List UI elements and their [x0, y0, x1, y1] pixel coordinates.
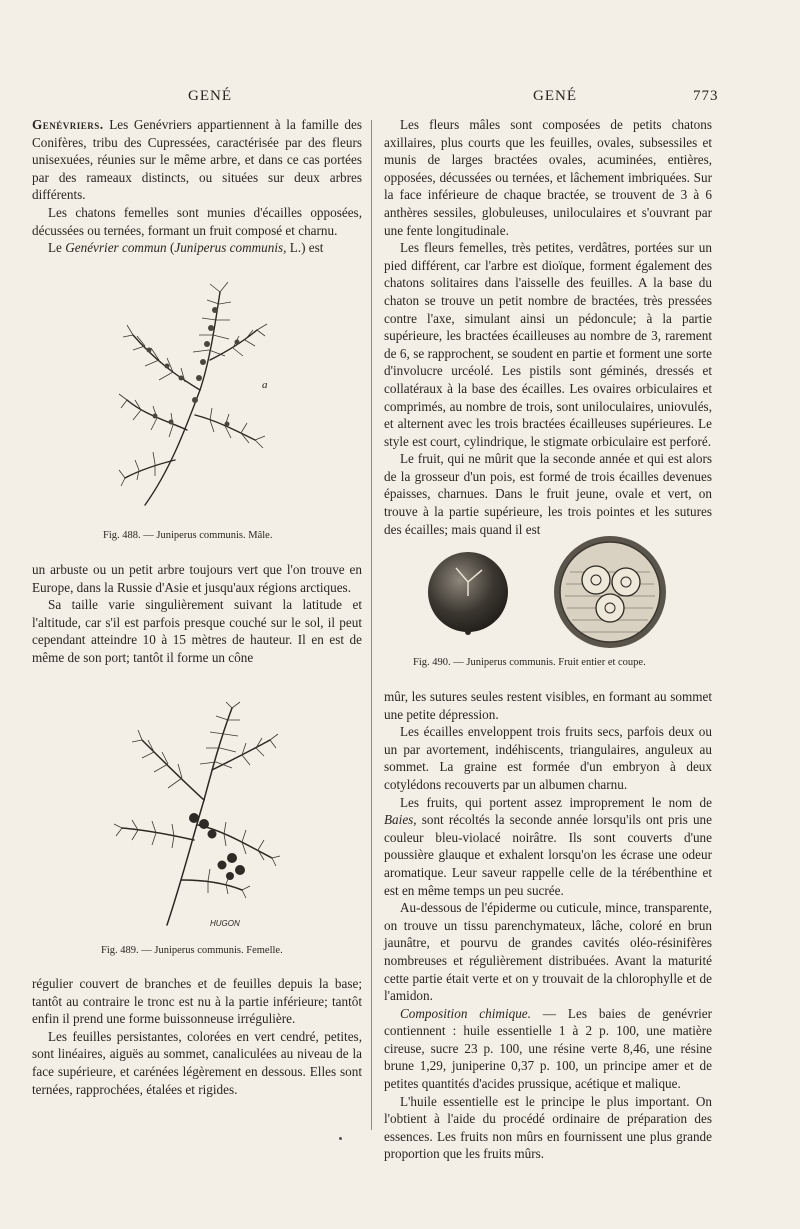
common-name: Genévrier commun	[65, 240, 167, 256]
left-column-middle	[32, 561, 362, 667]
paragraph-chatons-femelles: Les chatons femelles sont munies d'écailles opposées, décussées ou ternées, formant un fruit composé et charnu.	[32, 204, 362, 238]
engraver-signature: HUGON	[210, 919, 240, 928]
right-running-head: GENÉ	[533, 88, 577, 104]
column-divider	[371, 120, 372, 1130]
paragraph-epiderme: Au-dessous de l'épiderme ou cuticule, mince, transparente, on trouve un tissu parenchymateux, lâche, coloré en brun jaunâtre, et pourvu de grandes cavités oléo-résinifères nombreuses et régulièrement distribuées. Avant la maturité cette partie était verte et on y trouvait de la chlorophylle et de l'amidon.	[384, 900, 712, 1004]
paragraph-arbuste: un arbuste ou un petit arbre toujours vert que l'on trouve en Europe, dans la Russie d'Asie et jusqu'aux régions arctiques.	[32, 562, 362, 595]
paragraph-mur: mûr, les sutures seules restent visibles, en formant au sommet une petite dépression.	[384, 689, 712, 722]
left-column-bottom	[32, 975, 362, 1098]
paragraph-composition	[384, 1005, 712, 1093]
right-column-bottom	[384, 688, 712, 1163]
paragraph-ecailles: Les écailles enveloppent trois fruits secs, parfois deux ou un par avortement, indéhiscents, triangulaires, anguleux au sommet. La graine est formée d'un embryon à deux cotylédons recouverts par un albumen charnu.	[384, 724, 712, 792]
paragraph-genevrier-commun	[32, 239, 362, 257]
section-heading-composition: Composition chimique.	[400, 1005, 531, 1021]
text-run: Le	[48, 240, 66, 256]
fruit-section	[554, 536, 666, 648]
figure-490-caption: Fig. 490. — Juniperus communis. Fruit entier et coupe.	[413, 657, 646, 668]
figure-490-fruit	[420, 532, 700, 652]
right-column-top	[384, 116, 712, 538]
text-run: Les fruits, qui portent assez improprement le nom de	[400, 794, 712, 810]
latin-name: Juniperus communis,	[174, 240, 287, 256]
figure-488-caption: Fig. 488. — Juniperus communis. Mâle.	[103, 530, 273, 541]
left-column-top	[32, 116, 362, 257]
paragraph-taille: Sa taille varie singulièrement suivant la latitude et l'altitude, car s'il est parfois presque couché sur le sol, il peut cependant atteindre 10 à 15 mètres de hauteur. Il en est de même de son port; tantôt il forme un cône	[32, 597, 362, 665]
paragraph-fruit: Le fruit, qui ne mûrit que la seconde année et qui est alors de la grosseur d'un pois, est formé de trois écailles devenues épaisses, charnues. Dans le fruit jeune, ovale et vert, on trouve à la partie supérieure, les trois pointes et les sutures des écailles; mais quand il est	[384, 451, 712, 537]
paragraph-fleurs-femelles: Les fleurs femelles, très petites, verdâtres, portées sur un pied différent, car l'arbre est dioïque, forment également des chatons solitaires dans l'aisselle des feuilles. A la base du chaton se trouve un petit nombre de bractées, très pressées contre l'axe, simulant ainsi un pédoncule; à la partie supérieure, les bractées écailleuses au nombre de 3, rarement de 6, se rapprochent, se soudent en partie et forment une sorte d'involucre urcéolé. Les pistils sont géminés, dressés et collatéraux à la base des écailles. Les ovaires orbiculaires et comprimés, au nombre de trois, sont uniloculaires, uniovulés, et alternent avec les trois bractées écailleuses supérieures. Le style est court, cylindrique, le stigmate orbiculaire est perforé.	[384, 240, 712, 449]
text-run: (	[166, 240, 175, 256]
paragraph-baies	[384, 794, 712, 900]
text-run: L.) est	[286, 240, 324, 256]
entry-heading: Genévriers.	[32, 117, 104, 132]
paragraph-huile: L'huile essentielle est le principe le plus important. On l'obtient à l'aide du procédé ordinaire de préparation des essences. Les fruits non mûrs en fournissent une plus grande proportion que les fruits mûrs.	[384, 1093, 712, 1162]
bottom-ornament-dot	[339, 1137, 342, 1140]
page-number: 773	[693, 88, 719, 104]
term-baies: Baies,	[384, 812, 417, 828]
paragraph-text: Les Genévriers appartiennent à la famille des Conifères, tribu des Cupressées, caractérisée par des fleurs unisexuées, réunies sur le même arbre, et dans ce cas portées par des rameaux distincts, ou situées sur deux arbres différents.	[32, 117, 362, 203]
paragraph-feuilles: Les feuilles persistantes, colorées en vert cendré, petites, sont linéaires, aiguës au sommet, canaliculées au niveau de la face supérieure, et carénées légèrement en dessous. Elles sont ternées, rapprochées, étalées et rigides.	[32, 1028, 362, 1097]
paragraph-regulier: régulier couvert de branches et de feuilles depuis la base; tantôt au contraire le tronc est nu à la partie inférieure; tantôt enfin il prend une forme buissonneuse irrégulière.	[32, 976, 362, 1027]
figure-489-caption: Fig. 489. — Juniperus communis. Femelle.	[101, 945, 283, 956]
text-run: — Les baies de genévrier contiennent : huile essentielle 1 à 2 p. 100, une matière cireuse, sucre 23 p. 100, une résine verte 8,46, une résine brune 1,29, juniperine 0,37 p. 100, un principe amer et de petites quantités d'acides prussique, acétique et malique.	[384, 1005, 712, 1092]
figure-letter-a: a	[262, 379, 268, 391]
paragraph-genevriers	[32, 116, 362, 204]
figure-488-male-branch	[115, 280, 280, 515]
whole-fruit	[428, 552, 508, 635]
left-running-head: GENÉ	[188, 88, 232, 104]
figure-489-female-branch	[112, 700, 282, 935]
paragraph-fleurs-males: Les fleurs mâles sont composées de petits chatons axillaires, plus courts que les feuilles, ovales, subsessiles et munis de larges bractées ovales, acuminées, entières, opposées, décussées ou ternées, et lâchement imbriquées. Sur la face inférieure de chaque bractée, se trouvent de 3 à 6 anthères sessiles, globuleuses, uniloculaires et s'ouvrant par une fente longitudinale.	[384, 117, 712, 238]
text-run: sont récoltés la seconde année lorsqu'ils ont pris une couleur bleu-violacé noirâtre. Ils sont couverts d'une poussière glauque et exhalent lorsqu'on les écrase une odeur aromatique. Leur saveur rappelle celle de la térébenthine et est en même temps un peu sucrée.	[384, 812, 712, 898]
